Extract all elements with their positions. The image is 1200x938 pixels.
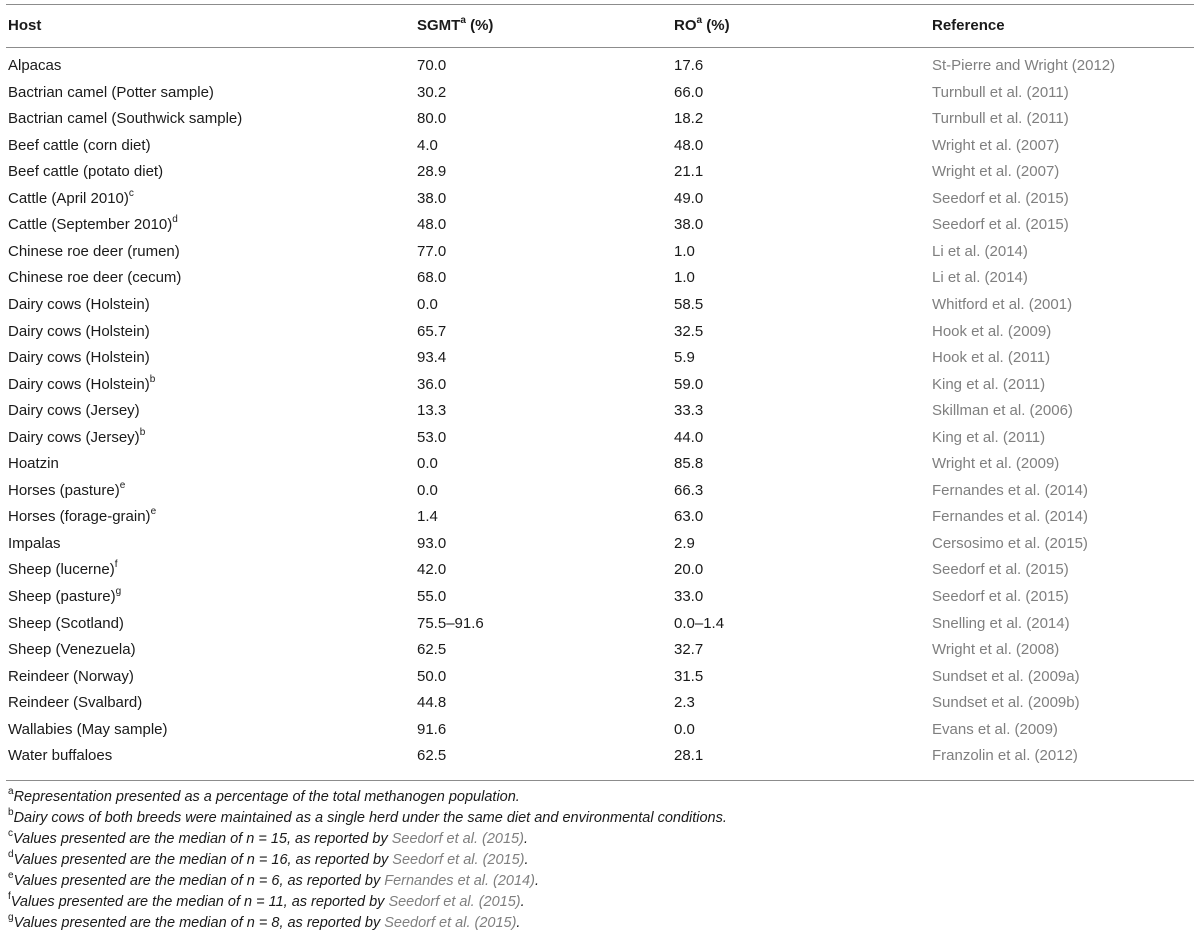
cell-host: Beef cattle (corn diet) [8,136,151,154]
bottom-rule [6,780,1194,781]
cell-ro: 2.3 [674,694,695,712]
cell-sgmt: 93.4 [417,349,447,367]
cell-host: Dairy cows (Jersey)$^b$ [8,426,146,446]
header-reference: Reference [932,17,1005,34]
table-row [0,239,1200,265]
footnote-citation-link[interactable]: Seedorf et al. (2015) [388,894,521,910]
cell-sgmt: 77.0 [417,242,447,260]
footnote-tail: . [520,894,525,910]
cell-ro: 33.0 [674,588,704,605]
table-row [0,345,1200,371]
cell-sgmt: 28.9 [417,163,447,181]
table-row [0,292,1200,318]
footnote-text: Values presented are the median of n = 11, as reported by [10,894,389,910]
cell-reference[interactable]: Cersosimo et al. (2015) [932,534,1088,552]
cell-ro: 48.0 [674,136,704,154]
table-row [0,478,1200,504]
cell-reference[interactable]: St-Pierre and Wright (2012) [932,57,1116,74]
footnote-marker: b [8,807,14,819]
cell-sgmt: 53.0 [417,428,447,446]
cell-sgmt: 68.0 [417,269,447,287]
cell-reference[interactable]: Wright et al. (2007) [932,163,1060,181]
cell-reference[interactable]: Hook et al. (2011) [932,349,1051,367]
table-row [0,53,1200,79]
cell-host: Hoatzin [8,455,59,473]
footnote-text: Values presented are the median of n = 16, as reported by [13,852,393,868]
cell-reference[interactable]: Sundset et al. (2009b) [932,694,1080,712]
footnote-marker: d [8,849,14,861]
cell-ro: 2.9 [674,534,695,552]
footnote [8,829,1188,850]
footnote [8,871,1188,892]
cell-host: Dairy cows (Jersey) [8,402,140,420]
footnote [8,808,1188,829]
cell-host: Dairy cows (Holstein)$^b$ [8,373,156,393]
cell-ro: 31.5 [674,667,704,685]
footnote-citation-link[interactable]: Seedorf et al. (2015) [392,852,525,868]
cell-ro: 1.0 [674,242,695,260]
table-row [0,743,1200,769]
cell-ro: 32.5 [674,322,704,340]
cell-reference[interactable]: Turnbull et al. (2011) [932,110,1069,128]
cell-sgmt: 62.5 [417,747,447,765]
cell-reference[interactable]: Seedorf et al. (2015) [932,588,1069,605]
table-row [0,265,1200,291]
cell-reference[interactable]: Evans et al. (2009) [932,720,1058,738]
cell-sgmt: 38.0 [417,189,447,207]
cell-sgmt: 93.0 [417,534,447,552]
table-row [0,425,1200,451]
cell-reference[interactable]: Wright et al. (2008) [932,641,1060,659]
cell-reference[interactable]: Hook et al. (2009) [932,322,1052,340]
cell-ro: 38.0 [674,216,704,234]
cell-reference[interactable]: Skillman et al. (2006) [932,402,1073,420]
header-rule [6,47,1194,48]
cell-host: Sheep (Scotland) [8,614,124,632]
cell-host: Bactrian camel (Potter sample) [8,83,214,101]
cell-ro: 21.1 [674,163,704,181]
cell-ro: 33.3 [674,402,704,420]
table-row [0,186,1200,212]
cell-ro: 0.0 [674,720,695,738]
table-row [0,451,1200,477]
table-row [0,133,1200,159]
cell-host: Sheep (pasture)$^g$ [8,586,122,605]
cell-ro: 0.0–1.4 [674,614,725,632]
footnote-text: Values presented are the median of n = 6, as reported by [13,873,385,889]
footnote-marker: f [8,891,11,903]
cell-reference[interactable]: King et al. (2011) [932,375,1046,393]
cell-reference[interactable]: Wright et al. (2009) [932,455,1060,473]
table-row [0,212,1200,238]
cell-sgmt: 44.8 [417,694,447,712]
cell-sgmt: 1.4 [417,508,438,526]
table-row [0,690,1200,716]
cell-ro: 66.0 [674,83,704,101]
cell-sgmt: 65.7 [417,322,447,340]
footnote-tail: . [524,852,529,868]
header-ro: $RO^a$ (%) [674,15,730,34]
cell-sgmt: 30.2 [417,83,447,101]
cell-host: Chinese roe deer (rumen) [8,242,180,260]
footnote-citation-link[interactable]: Seedorf et al. (2015) [384,915,517,931]
cell-sgmt: 70.0 [417,57,447,74]
footnote-text: Values presented are the median of n = 8, as reported by [13,915,385,931]
cell-reference[interactable]: Wright et al. (2007) [932,136,1060,154]
cell-reference[interactable]: Fernandes et al. (2014) [932,508,1088,526]
cell-host: Reindeer (Svalbard) [8,694,143,712]
cell-sgmt: 55.0 [417,588,447,605]
cell-sgmt: 13.3 [417,402,447,420]
cell-host: Sheep (lucerne)$^f$ [8,559,118,579]
footnote-citation-link[interactable]: Seedorf et al. (2015) [391,831,524,847]
cell-host: Reindeer (Norway) [8,667,134,685]
footnotes [8,787,1188,934]
cell-sgmt: 75.5–91.6 [417,614,484,632]
cell-host: Cattle (April 2010)$^c$ [8,187,134,207]
cell-host: Water buffaloes [8,747,113,765]
cell-host: Dairy cows (Holstein) [8,322,150,340]
cell-sgmt: 48.0 [417,216,447,234]
table-row [0,504,1200,530]
footnote-text: Dairy cows of both breeds were maintained as a single herd under the same diet and environmental conditions. [13,810,727,826]
footnote [8,850,1188,871]
cell-host: Horses (pasture)$^e$ [8,479,126,499]
cell-ro: 5.9 [674,349,695,367]
header-host: Host [8,17,42,34]
cell-host: Horses (forage-grain)$^e$ [8,506,157,526]
cell-ro: 63.0 [674,508,704,526]
cell-ro: 85.8 [674,455,704,473]
footnote [8,913,1188,934]
cell-ro: 58.5 [674,295,704,313]
cell-ro: 49.0 [674,189,704,207]
cell-reference[interactable]: Seedorf et al. (2015) [932,561,1069,579]
cell-reference[interactable]: Li et al. (2014) [932,242,1028,260]
table-row [0,106,1200,132]
table-row [0,398,1200,424]
cell-ro: 18.2 [674,110,704,128]
cell-reference[interactable]: King et al. (2011) [932,428,1046,446]
cell-reference[interactable]: Fernandes et al. (2014) [932,481,1088,499]
table-row [0,557,1200,583]
cell-reference[interactable]: Turnbull et al. (2011) [932,83,1069,101]
footnote-marker: g [8,912,14,924]
cell-reference[interactable]: Franzolin et al. (2012) [932,747,1078,765]
cell-sgmt: 0.0 [417,481,438,499]
top-rule [6,4,1194,5]
cell-ro: 28.1 [674,747,704,765]
cell-host: Wallabies (May sample) [8,720,168,738]
cell-host: Impalas [8,534,61,552]
footnote-tail: . [523,831,528,847]
cell-reference[interactable]: Sundset et al. (2009a) [932,667,1080,685]
cell-ro: 59.0 [674,375,704,393]
footnote [8,787,1188,808]
cell-reference[interactable]: Seedorf et al. (2015) [932,189,1069,207]
footnote-tail: . [534,873,539,889]
table-header-row [0,13,1200,39]
cell-reference[interactable]: Snelling et al. (2014) [932,614,1070,632]
cell-ro: 20.0 [674,561,704,579]
cell-sgmt: 0.0 [417,455,438,473]
cell-host: Beef cattle (potato diet) [8,163,164,181]
cell-reference[interactable]: Whitford et al. (2001) [932,295,1073,313]
cell-host: Alpacas [8,57,62,74]
cell-host: Dairy cows (Holstein) [8,349,150,367]
cell-sgmt: 4.0 [417,136,438,154]
cell-host: Chinese roe deer (cecum) [8,269,182,287]
cell-ro: 44.0 [674,428,704,446]
table-row [0,159,1200,185]
table-row [0,717,1200,743]
cell-reference[interactable]: Seedorf et al. (2015) [932,216,1069,234]
footnote-citation-link[interactable]: Fernandes et al. (2014) [384,873,535,889]
cell-reference[interactable]: Li et al. (2014) [932,269,1028,287]
cell-sgmt: 62.5 [417,641,447,659]
table-row [0,664,1200,690]
cell-ro: 1.0 [674,269,695,287]
cell-sgmt: 0.0 [417,295,438,313]
table-row [0,319,1200,345]
table-row [0,80,1200,106]
cell-sgmt: 36.0 [417,375,447,393]
footnote-marker: c [8,828,13,840]
cell-host: Dairy cows (Holstein) [8,295,150,313]
footnote-tail: . [516,915,521,931]
footnote-text: Representation presented as a percentage of the total methanogen population. [13,789,520,805]
cell-sgmt: 80.0 [417,110,447,128]
cell-host: Sheep (Venezuela) [8,641,136,659]
cell-sgmt: 50.0 [417,667,447,685]
footnote-marker: e [8,870,14,882]
table-row [0,611,1200,637]
cell-ro: 17.6 [674,57,704,74]
table-row [0,584,1200,610]
footnote-marker: a [8,786,14,798]
table-row [0,372,1200,398]
header-sgmt: SGMT$^a$ (%) [417,15,494,34]
cell-sgmt: 42.0 [417,561,447,579]
cell-ro: 32.7 [674,641,704,659]
cell-host: Cattle (September 2010)$^d$ [8,214,178,234]
table-row [0,531,1200,557]
cell-sgmt: 91.6 [417,720,447,738]
cell-host: Bactrian camel (Southwick sample) [8,110,243,128]
footnote-text: Values presented are the median of n = 15, as reported by [13,831,392,847]
footnote [8,892,1188,913]
table-row [0,637,1200,663]
cell-ro: 66.3 [674,481,704,499]
